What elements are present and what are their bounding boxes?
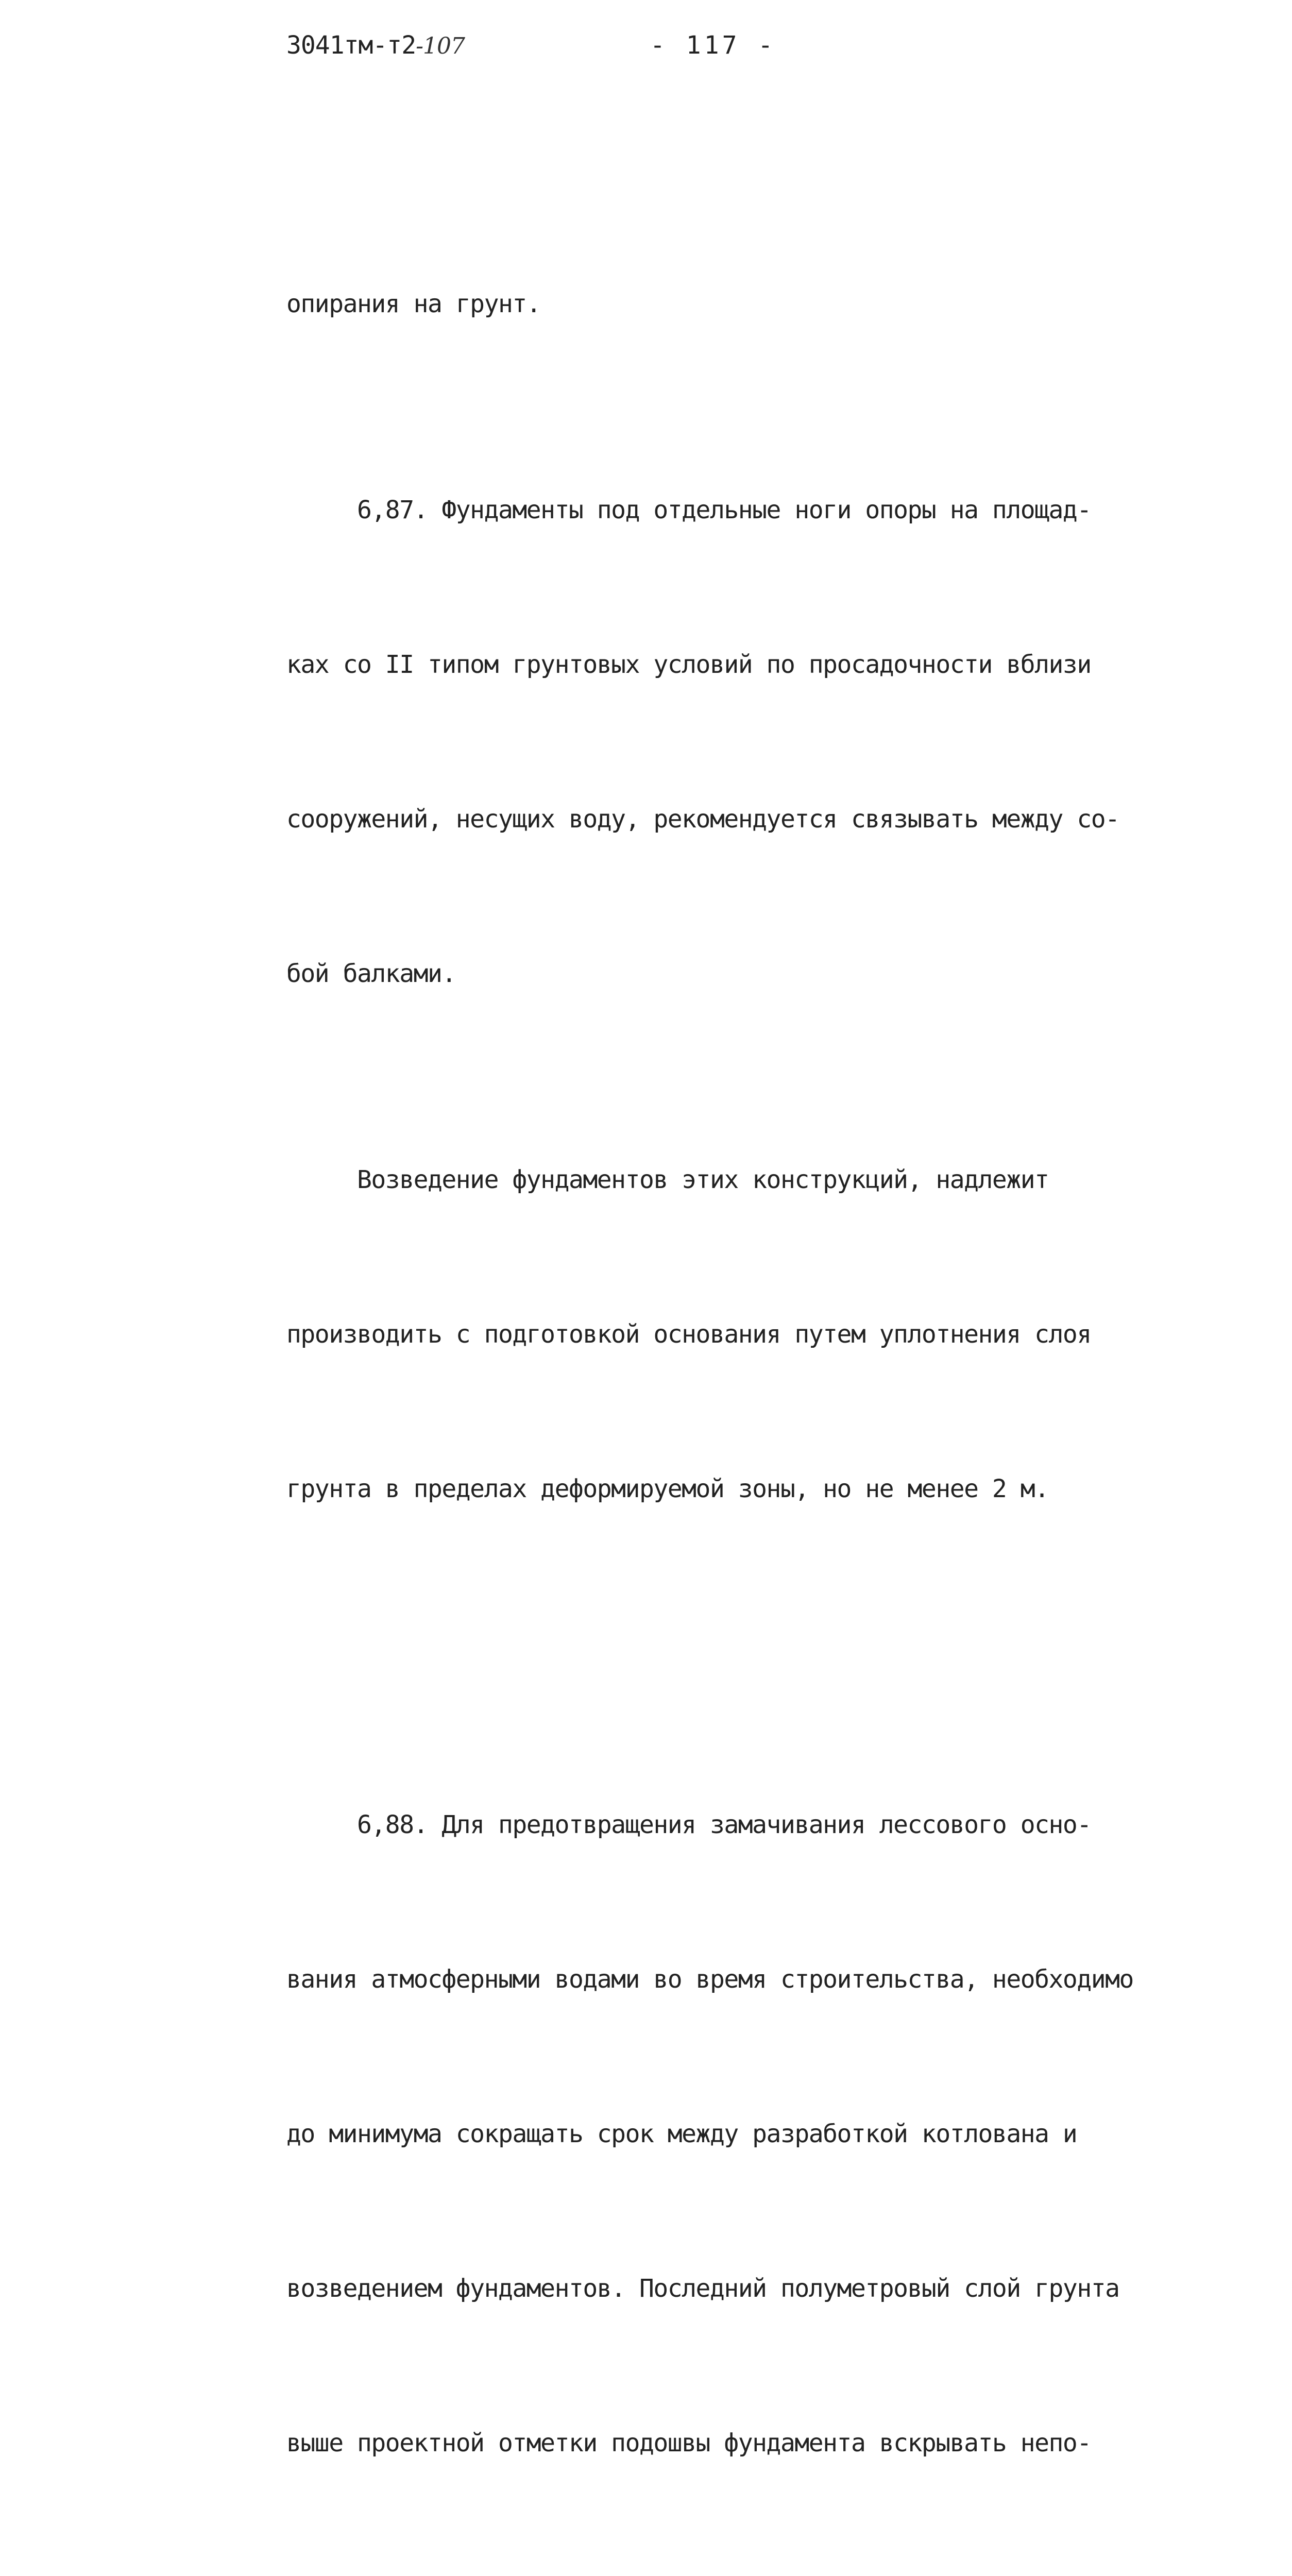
document-code-handwritten: -107 <box>416 33 465 59</box>
text-line: 6,87. Фундаменты под отдельные ноги опоры на площад- <box>286 496 1091 524</box>
document-code-typed: 3041тм-т2 <box>286 31 416 60</box>
text-line: 6,88. Для предотвращения замачивания лессового осно- <box>286 1810 1091 1839</box>
text-line <box>286 2572 1245 2576</box>
text-line: опирания на грунт. <box>286 290 541 318</box>
text-line: ках со II типом грунтовых условий по просадочности вблизи <box>286 650 1091 679</box>
text-line: выше проектной отметки подошвы фундамента вскрывать непо- <box>286 2429 1091 2458</box>
page-number: - 117 - <box>650 31 776 60</box>
text-line: Возведение фундаментов этих конструкций, надлежит <box>286 1165 1049 1194</box>
document-body <box>286 124 1245 2576</box>
document-code <box>286 31 465 60</box>
text-line: до минимума сокращать срок между разработкой котлована и <box>286 2120 1077 2148</box>
text-line: возведением фундаментов. Последний полуметровый слой грунта <box>286 2274 1119 2303</box>
text-line: грунта в пределах деформируемой зоны, но не менее 2 м. <box>286 1475 1049 1503</box>
page-header <box>0 0 1292 103</box>
text-line: бой балками. <box>286 959 456 988</box>
text-line: производить с подготовкой основания путем уплотнения слоя <box>286 1320 1091 1349</box>
text-line: сооружений, несущих воду, рекомендуется связывать между со- <box>286 805 1119 834</box>
text-line: вания атмосферными водами во время строительства, необходимо <box>286 1965 1133 1994</box>
paragraph-gap <box>286 1618 1245 1645</box>
